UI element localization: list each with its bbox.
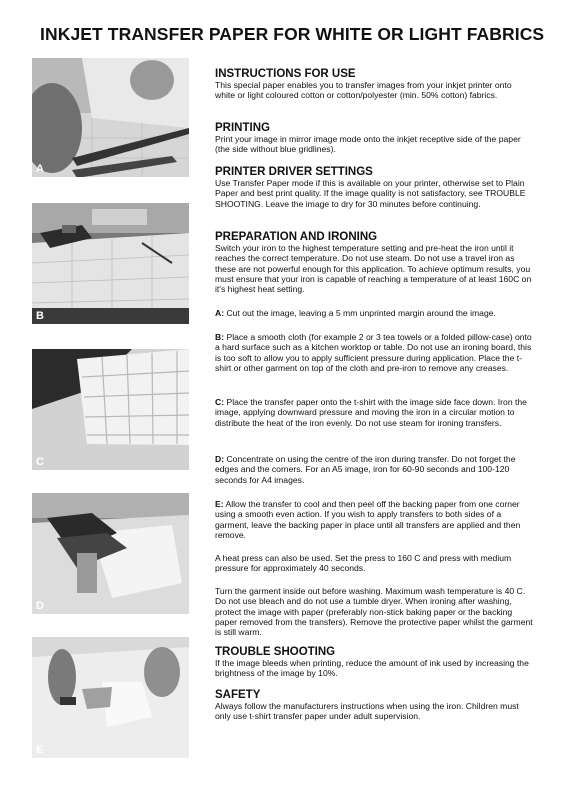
instructions-text: This special paper enables you to transfer images from your inkjet printer onto white or light coloured cotton or cotton/polyester (min. 50% cotton) fabrics. <box>215 80 512 101</box>
heat-press-text: A heat press can also be used. Set the press to 160 C and press with medium pressure for approximately 40 seconds. <box>215 553 512 574</box>
step-d-label: D: <box>215 454 225 464</box>
photo-c-image <box>32 349 189 470</box>
step-b-label: B: <box>215 332 225 342</box>
photo-a-image <box>32 58 189 177</box>
safety-heading: SAFETY <box>215 689 261 701</box>
prep-heading: PREPARATION AND IRONING <box>215 231 378 243</box>
step-b <box>215 332 533 373</box>
safety-text: Always follow the manufacturers instructions when using the iron. Children must only use t-shirt transfer paper under adult supervision. <box>215 701 519 722</box>
photo-d <box>32 493 189 614</box>
step-e <box>215 499 533 540</box>
section-driver <box>215 166 533 209</box>
photo-b-image <box>32 203 189 324</box>
section-safety <box>215 689 533 722</box>
photo-e <box>32 637 189 758</box>
prep-text: Switch your iron to the highest temperature setting and pre-heat the iron until it reaches the correct temperature. Do not use steam. Do not use a travel iron as these are not powerful enough for this application. To achieve optimum results, you must ensure that your iron is capable of reaching a temperature of at least 160C on it's highest heat setting. <box>215 243 532 295</box>
driver-text: Use Transfer Paper mode if this is available on your printer, otherwise set to Plain Paper and best print quality. If the image quality is not satisfactory, see TROUBLE SHOOTING. Leave the image to dry for 30 minutes before continuing. <box>215 178 526 209</box>
page-title: INKJET TRANSFER PAPER FOR WHITE OR LIGHT FABRICS <box>40 24 545 44</box>
heat-press-note <box>215 553 533 574</box>
step-b-text: Place a smooth cloth (for example 2 or 3 tea towels or a folded pillow-case) onto a hard surface such as a kitchen worktop or table. Do not use an ironing board, this is too soft to allow you to apply sufficient pressure during application. Place the t-shirt or other garment on top of the cloth and pre-iron to remove any creases. <box>215 332 532 373</box>
step-a <box>215 308 533 318</box>
printing-heading: PRINTING <box>215 122 270 134</box>
photo-e-image <box>32 637 189 758</box>
step-d-text: Concentrate on using the centre of the iron during transfer. Do not forget the edges and the corners. For an A5 image, iron for 60-90 seconds and 100-120 seconds for A4 images. <box>215 454 516 485</box>
photo-a-label: A <box>36 163 44 175</box>
instructions-heading: INSTRUCTIONS FOR USE <box>215 68 356 80</box>
step-e-text: Allow the transfer to cool and then peel off the backing paper from one corner using a smooth even action. If you wish to apply transfers to both sides of a garment, leave the backing paper in place until all transfers are applied and then remove. <box>215 499 521 540</box>
step-d <box>215 454 533 485</box>
washing-text: Turn the garment inside out before washing. Maximum wash temperature is 40 C. Do not use bleach and do not use a tumble dryer. When ironing after washing, protect the image with paper (preferably non-stick baking paper or the backing paper removed from the transfers). Remove the protective paper whilst the garment is still warm. <box>215 586 533 638</box>
step-c-label: C: <box>215 397 225 407</box>
photo-e-label: E <box>36 744 44 756</box>
photo-d-label: D <box>36 600 44 612</box>
step-c <box>215 397 533 428</box>
trouble-text: If the image bleeds when printing, reduce the amount of ink used by increasing the brightness of the image by 10%. <box>215 658 529 679</box>
photo-b <box>32 203 189 324</box>
printing-text: Print your image in mirror image mode onto the inkjet receptive side of the paper (the side without blue gridlines). <box>215 134 521 155</box>
step-c-text: Place the transfer paper onto the t-shirt with the image side face down. Iron the image, applying downward pressure and moving the iron in a circular motion to distribute the heat of the iron evenly. Do not use steam for ironing transfers. <box>215 397 527 428</box>
section-printing <box>215 122 533 155</box>
photo-d-image <box>32 493 189 614</box>
photo-c <box>32 349 189 470</box>
photo-a <box>32 58 189 177</box>
section-prep <box>215 231 533 294</box>
photo-c-label: C <box>36 456 44 468</box>
section-instructions <box>215 68 533 101</box>
washing-note <box>215 586 533 637</box>
section-trouble <box>215 646 533 679</box>
driver-heading: PRINTER DRIVER SETTINGS <box>215 166 373 178</box>
photo-b-label: B <box>36 310 44 322</box>
step-a-text: Cut out the image, leaving a 5 mm unprinted margin around the image. <box>224 308 496 318</box>
step-e-label: E: <box>215 499 224 509</box>
trouble-heading: TROUBLE SHOOTING <box>215 646 336 658</box>
step-a-label: A: <box>215 308 225 318</box>
